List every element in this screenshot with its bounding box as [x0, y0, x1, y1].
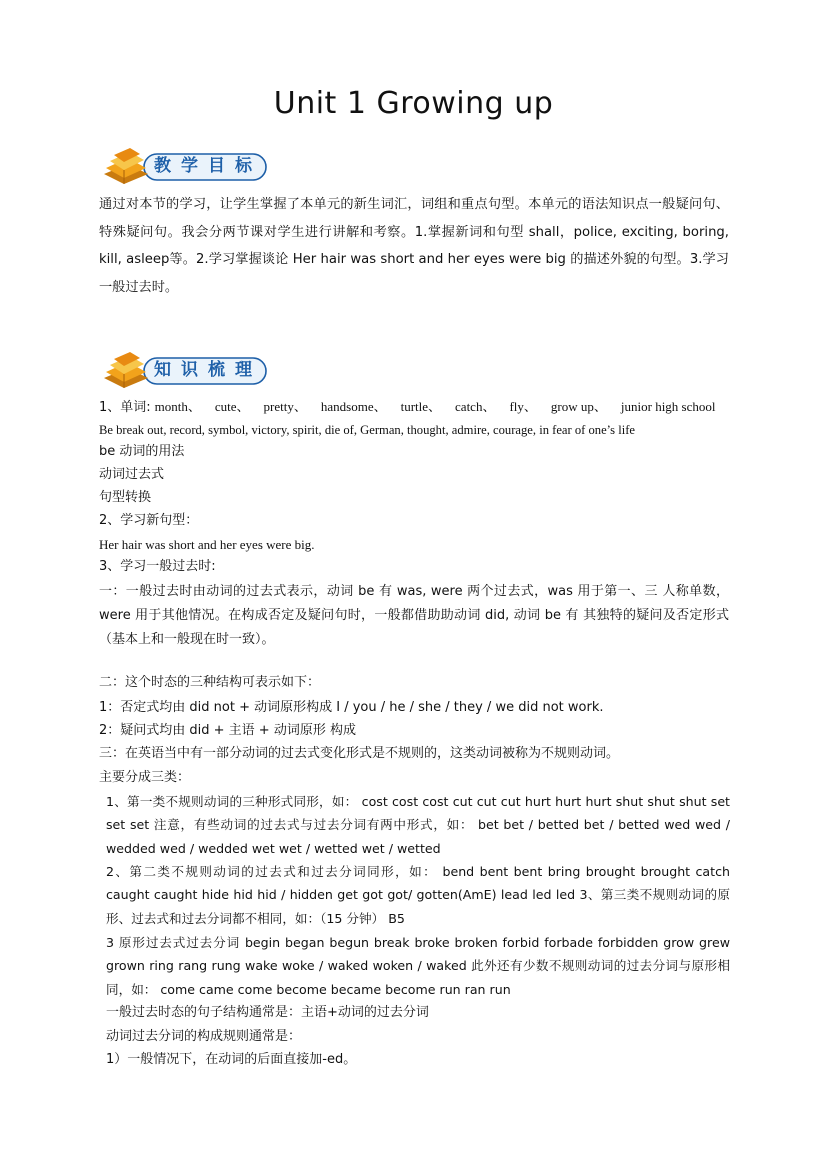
vocab-word: month、: [154, 399, 201, 414]
negative-structure: 1：否定式均由 did not + 动词原形构成 I / you / he / she / they / we did not work.: [99, 700, 604, 715]
vocab-line-2: Be break out, record, symbol, victory, spirit, die of, German, thought, admire, courage, in fear of one’s life: [99, 423, 636, 437]
rule-ed: 1）一般情况下，在动词的后面直接加-ed。: [106, 1052, 357, 1067]
vocab-word: junior high school: [620, 399, 716, 414]
type-1-paragraph: 1、第一类不规则动词的三种形式同形，如： cost cost cost cut cut cut hurt hurt hurt shut shut shut set set set 注意，有些动词的过去式与过去分词有两中形式，如： bet bet / betted bet / betted wed wed / wedded wed / wedded wet wet / wetted wet / wetted: [106, 794, 730, 856]
vocab-word: pretty、: [263, 399, 307, 414]
type-2-paragraph: 2、第二类不规则动词的过去式和过去分词同形，如： bend bent bent bring brought brought catch caught caught hide hid hid / hidden get got got/ gotten(AmE) lead led led 3、第三类不规则动词的原形、过去式和过去分词都不相同，如：（15 分钟） B5: [106, 864, 730, 926]
types-heading: 主要分成三类：: [99, 770, 191, 785]
rule-2-heading: 二：这个时态的三种结构可表示如下：: [99, 675, 321, 690]
vocab-word: catch、: [455, 399, 496, 414]
section-title-knowledge: 知识梳理: [154, 360, 262, 380]
vocab-line: [99, 396, 730, 419]
rule-3-paragraph: 三：在英语当中有一部分动词的过去式变化形式是不规则的，这类动词被称为不规则动词。: [99, 746, 620, 761]
section-title-objectives: 教学目标: [154, 156, 262, 176]
type-3-paragraph: 3 原形过去式过去分词 begin began begun break broke broken forbid forbade forbidden grow grew grown ring rang rung wake woke / waked woken / waked 此外还有少数不规则动词的过去分词与原形相同，如： come came come become became become run ran run: [106, 935, 730, 997]
rules-heading: 动词过去分词的构成规则通常是：: [106, 1029, 302, 1044]
vocab-word: grow up、: [550, 399, 607, 414]
rule-1-paragraph: 一：一般过去时由动词的过去式表示，动词 be 有 was, were 两个过去式，was 用于第一、三 人称单数，were 用于其他情况。在构成否定及疑问句时，一般都借助助动词 did, 动词 be 有 其独特的疑问及否定形式（基本上和一般现在时一致）。: [99, 584, 729, 647]
structure-line: 一般过去时态的句子结构通常是：主语+动词的过去分词: [106, 1005, 429, 1020]
item-3-heading: 3、学习一般过去时:: [99, 559, 216, 574]
section-banner-knowledge: [100, 348, 270, 392]
past-tense-heading: 动词过去式: [99, 467, 165, 482]
vocab-word: fly、: [509, 399, 537, 414]
vocab-word: turtle、: [400, 399, 442, 414]
question-structure: 2：疑问式均由 did + 主语 + 动词原形 构成: [99, 723, 356, 738]
be-usage: be 动词的用法: [99, 444, 185, 459]
section-banner-objectives: [100, 144, 270, 188]
page-title: Unit 1 Growing up: [273, 86, 554, 121]
item-2-sentence: Her hair was short and her eyes were big.: [99, 537, 315, 552]
objectives-paragraph: 通过对本节的学习，让学生掌握了本单元的新生词汇，词组和重点句型。本单元的语法知识点一般疑问句、特殊疑问句。我会分两节课对学生进行讲解和考察。1.掌握新词和句型 shall，police, exciting, boring, kill, asleep等。2.学习掌握谈论 Her hair was short and her eyes were big 的描述外貌的句型。3.学习一般过去时。: [99, 197, 729, 295]
vocab-word: handsome、: [320, 399, 387, 414]
transform-heading: 句型转换: [99, 490, 152, 505]
item-2-heading: 2、学习新句型：: [99, 513, 199, 528]
vocab-word: cute、: [214, 399, 250, 414]
vocab-prefix: 1、单词:: [99, 400, 151, 415]
